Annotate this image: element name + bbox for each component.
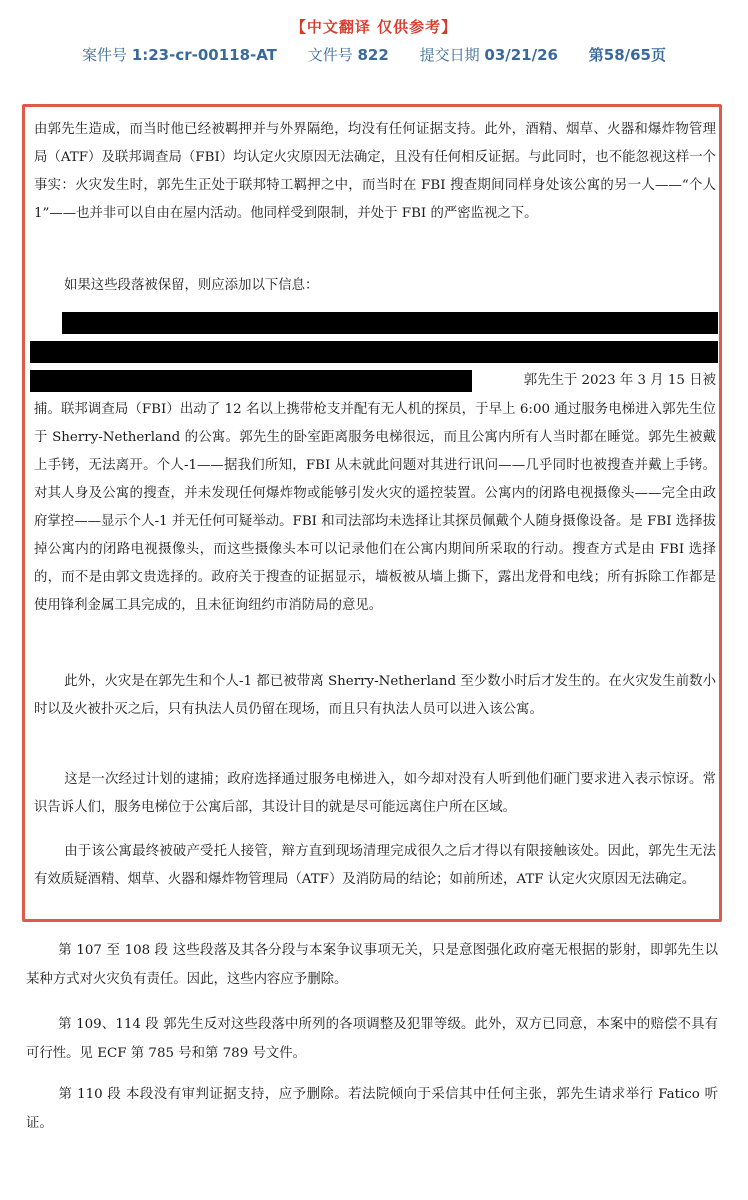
redaction-bar	[30, 370, 472, 392]
filed-date: 03/21/26	[484, 46, 558, 64]
redaction-bar	[62, 312, 718, 334]
document-header	[0, 44, 748, 65]
redaction-bar	[30, 341, 718, 363]
doc-label: 文件号	[307, 46, 353, 64]
doc-number: 822	[357, 46, 389, 64]
boxed-paragraph-6: 由于该公寓最终被破产受托人接管，辩方直到现场清理完成很久之后才得以有限接触该处。因此，郭先生无法有效质疑酒精、烟草、火器和爆炸物管理局（ATF）及消防局的结论；如前所述，ATF 认定火灾原因无法确定。	[34, 844, 716, 887]
boxed-paragraph-3-lead: 郭先生于 2023 年 3 月 15 日被	[523, 373, 716, 388]
page-number: 第58/65页	[588, 46, 666, 64]
boxed-paragraph-3: 捕。联邦调查局（FBI）出动了 12 名以上携带枪支并配有无人机的探员，于早上 6:00 通过服务电梯进入郭先生位于 Sherry-Netherland 的公寓。郭先生的卧室距离服务电梯很远，而且公寓内所有人当时都在睡觉。郭先生被戴上手铐，无法离开。个人-1——据我们所知，FBI 从未就此问题对其进行讯问——几乎同时也被搜查并戴上手铐。对其人身及公寓的搜查，并未发现任何爆炸物或能够引发火灾的遥控装置。公寓内的闭路电视摄像头——完全由政府掌控——显示个人-1 并无任何可疑举动。FBI 和司法部均未选择让其探员佩戴个人随身摄像设备。是 FBI 选择拔掉公寓内的闭路电视摄像头，而这些摄像头本可以记录他们在公寓内期间所采取的行动。搜查方式是由 FBI 选择的，而不是由郭文贵选择的。政府关于搜查的证据显示，墙板被从墙上撕下，露出龙骨和电线；所有拆除工作都是使用锋利金属工具完成的，且未征询纽约市消防局的意见。	[34, 402, 716, 613]
paragraph-109-114: 第 109、114 段 郭先生反对这些段落中所列的各项调整及犯罪等级。此外，双方已同意，本案中的赔偿不具有可行性。见 ECF 第 785 号和第 789 号文件。	[26, 1017, 718, 1061]
boxed-paragraph-5: 这是一次经过计划的逮捕；政府选择通过服务电梯进入，如今却对没有人听到他们砸门要求进入表示惊讶。常识告诉人们，服务电梯位于公寓后部，其设计目的就是尽可能远离住户所在区域。	[34, 772, 716, 815]
boxed-paragraph-2: 如果这些段落被保留，则应添加以下信息：	[64, 278, 319, 293]
translation-banner: 【中文翻译 仅供参考】	[290, 18, 458, 36]
date-label: 提交日期	[419, 46, 480, 64]
paragraph-110: 第 110 段 本段没有审判证据支持，应予删除。若法院倾向于采信其中任何主张，郭先生请求举行 Fatico 听证。	[26, 1087, 718, 1131]
paragraph-107-108: 第 107 至 108 段 这些段落及其各分段与本案争议事项无关，只是意图强化政府毫无根据的影射，即郭先生以某种方式对火灾负有责任。因此，这些内容应予删除。	[26, 943, 718, 987]
boxed-paragraph-4: 此外，火灾是在郭先生和个人-1 都已被带离 Sherry-Netherland 至少数小时后才发生的。在火灾发生前数小时以及火被扑灭之后，只有执法人员仍留在现场，而且只有执法人员可以进入该公寓。	[34, 674, 716, 717]
case-label: 案件号	[81, 46, 127, 64]
boxed-paragraph-1: 由郭先生造成，而当时他已经被羁押并与外界隔绝，均没有任何证据支持。此外，酒精、烟草、火器和爆炸物管理局（ATF）及联邦调查局（FBI）均认定火灾原因无法确定，且没有任何相反证据。与此同时，也不能忽视这样一个事实：火灾发生时，郭先生正处于联邦特工羁押之中，而当时在 FBI 搜查期间同样身处该公寓的另一人——“个人 1”——也并非可以自由在屋内活动。他同样受到限制，并处于 FBI 的严密监视之下。	[34, 122, 716, 221]
case-number: 1:23-cr-00118-AT	[131, 46, 277, 64]
